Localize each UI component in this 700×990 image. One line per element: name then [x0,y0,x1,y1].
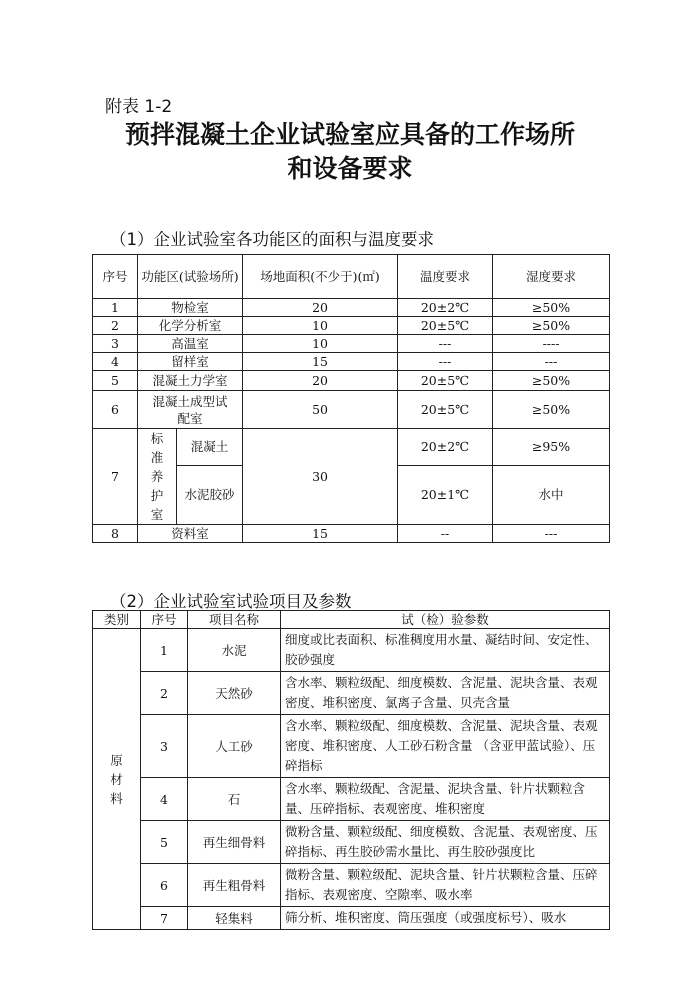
table-row [93,317,610,335]
row-no: 2 [141,672,188,715]
row-humidity: ≥50% [493,371,610,391]
row-size: 10 [243,317,398,335]
row-size: 30 [243,429,398,525]
row-name: 再生细骨料 [188,821,281,864]
row-temp: 20±5℃ [398,371,493,391]
category-cell: 原材料 [93,629,141,930]
row-area: 水泥胶砂 [177,465,243,524]
row-temp: -- [398,525,493,543]
row-temp: --- [398,335,493,353]
row-no: 4 [141,778,188,821]
row-name: 石 [188,778,281,821]
row-no: 2 [93,317,138,335]
table-row [93,525,610,543]
row-area: 物检室 [138,299,243,317]
table-row [93,821,610,864]
row-no: 7 [93,429,138,525]
table-row [93,353,610,371]
row-no: 7 [141,907,188,930]
row-temp: --- [398,353,493,371]
row-temp: 20±2℃ [398,299,493,317]
row-name: 再生粗骨料 [188,864,281,907]
row-area: 混凝土 [177,429,243,466]
row-area: 高温室 [138,335,243,353]
row-humidity: --- [493,525,610,543]
row-no: 6 [93,391,138,429]
row-name: 天然砂 [188,672,281,715]
table-row [93,864,610,907]
row-params: 微粉含量、颗粒级配、泥块含量、针片状颗粒含量、压碎指标、表观密度、空隙率、吸水率 [281,864,610,907]
row-area: 资料室 [138,525,243,543]
table-row [93,299,610,317]
row-size: 15 [243,353,398,371]
row-no: 3 [93,335,138,353]
table-header-row [93,611,610,629]
row-params: 筛分析、堆积密度、筒压强度（或强度标号）、吸水 [281,907,610,930]
row-params: 细度或比表面积、标准稠度用水量、凝结时间、安定性、胶砂强度 [281,629,610,672]
table-row [93,672,610,715]
row-no: 3 [141,715,188,778]
header-no: 序号 [141,611,188,629]
section1-heading: （1）企业试验室各功能区的面积与温度要求 [110,230,434,249]
row-no: 8 [93,525,138,543]
row-area: 混凝土力学室 [138,371,243,391]
row-size: 50 [243,391,398,429]
row-no: 5 [141,821,188,864]
header-name: 项目名称 [188,611,281,629]
row-no: 4 [93,353,138,371]
row-temp: 20±1℃ [398,465,493,524]
area-temperature-table [92,254,610,543]
test-items-table [92,610,610,930]
table-row-curing-concrete [93,429,610,466]
row-name: 人工砂 [188,715,281,778]
appendix-label: 附表 1-2 [105,97,173,117]
row-temp: 20±2℃ [398,429,493,466]
table-header-row [93,255,610,299]
row-no: 1 [93,299,138,317]
row-area: 化学分析室 [138,317,243,335]
row-size: 15 [243,525,398,543]
table-row [93,778,610,821]
row-name: 轻集料 [188,907,281,930]
header-category: 类别 [93,611,141,629]
row-params: 含水率、颗粒级配、细度模数、含泥量、泥块含量、表观密度、堆积密度、氯离子含量、贝壳含量 [281,672,610,715]
row-no: 5 [93,371,138,391]
table-row [93,629,610,672]
row-humidity: --- [493,353,610,371]
header-temp: 温度要求 [398,255,493,299]
page-title-line2: 和设备要求 [287,154,413,183]
row-no: 6 [141,864,188,907]
row-params: 含水率、颗粒级配、细度模数、含泥量、泥块含量、表观密度、堆积密度、人工砂石粉含量 （含亚甲蓝试验）、压碎指标 [281,715,610,778]
page-title-line1: 预拌混凝土企业试验室应具备的工作场所 [124,120,575,149]
table-row [93,335,610,353]
header-params: 试（检）验参数 [281,611,610,629]
header-humidity: 湿度要求 [493,255,610,299]
table-row [93,715,610,778]
row-humidity: ---- [493,335,610,353]
row-name: 水泥 [188,629,281,672]
row-humidity: ≥50% [493,391,610,429]
header-no: 序号 [93,255,138,299]
row-params: 含水率、颗粒级配、含泥量、泥块含量、针片状颗粒含量、压碎指标、表观密度、堆积密度 [281,778,610,821]
table-row [93,371,610,391]
row-group-curing-room: 标准养护室 [138,429,177,525]
row-humidity: ≥95% [493,429,610,466]
header-size: 场地面积(不少于)(㎡) [243,255,398,299]
row-humidity: ≥50% [493,299,610,317]
row-size: 20 [243,299,398,317]
table-row [93,391,610,429]
row-area: 留样室 [138,353,243,371]
row-params: 微粉含量、颗粒级配、细度模数、含泥量、表观密度、压碎指标、再生胶砂需水量比、再生胶砂强度比 [281,821,610,864]
row-area: 混凝土成型试配室 [138,391,243,429]
section2-heading: （2）企业试验室试验项目及参数 [110,592,352,611]
row-temp: 20±5℃ [398,391,493,429]
row-size: 20 [243,371,398,391]
header-area: 功能区(试验场所) [138,255,243,299]
row-temp: 20±5℃ [398,317,493,335]
row-no: 1 [141,629,188,672]
row-humidity: 水中 [493,465,610,524]
row-size: 10 [243,335,398,353]
row-humidity: ≥50% [493,317,610,335]
table-row [93,907,610,930]
